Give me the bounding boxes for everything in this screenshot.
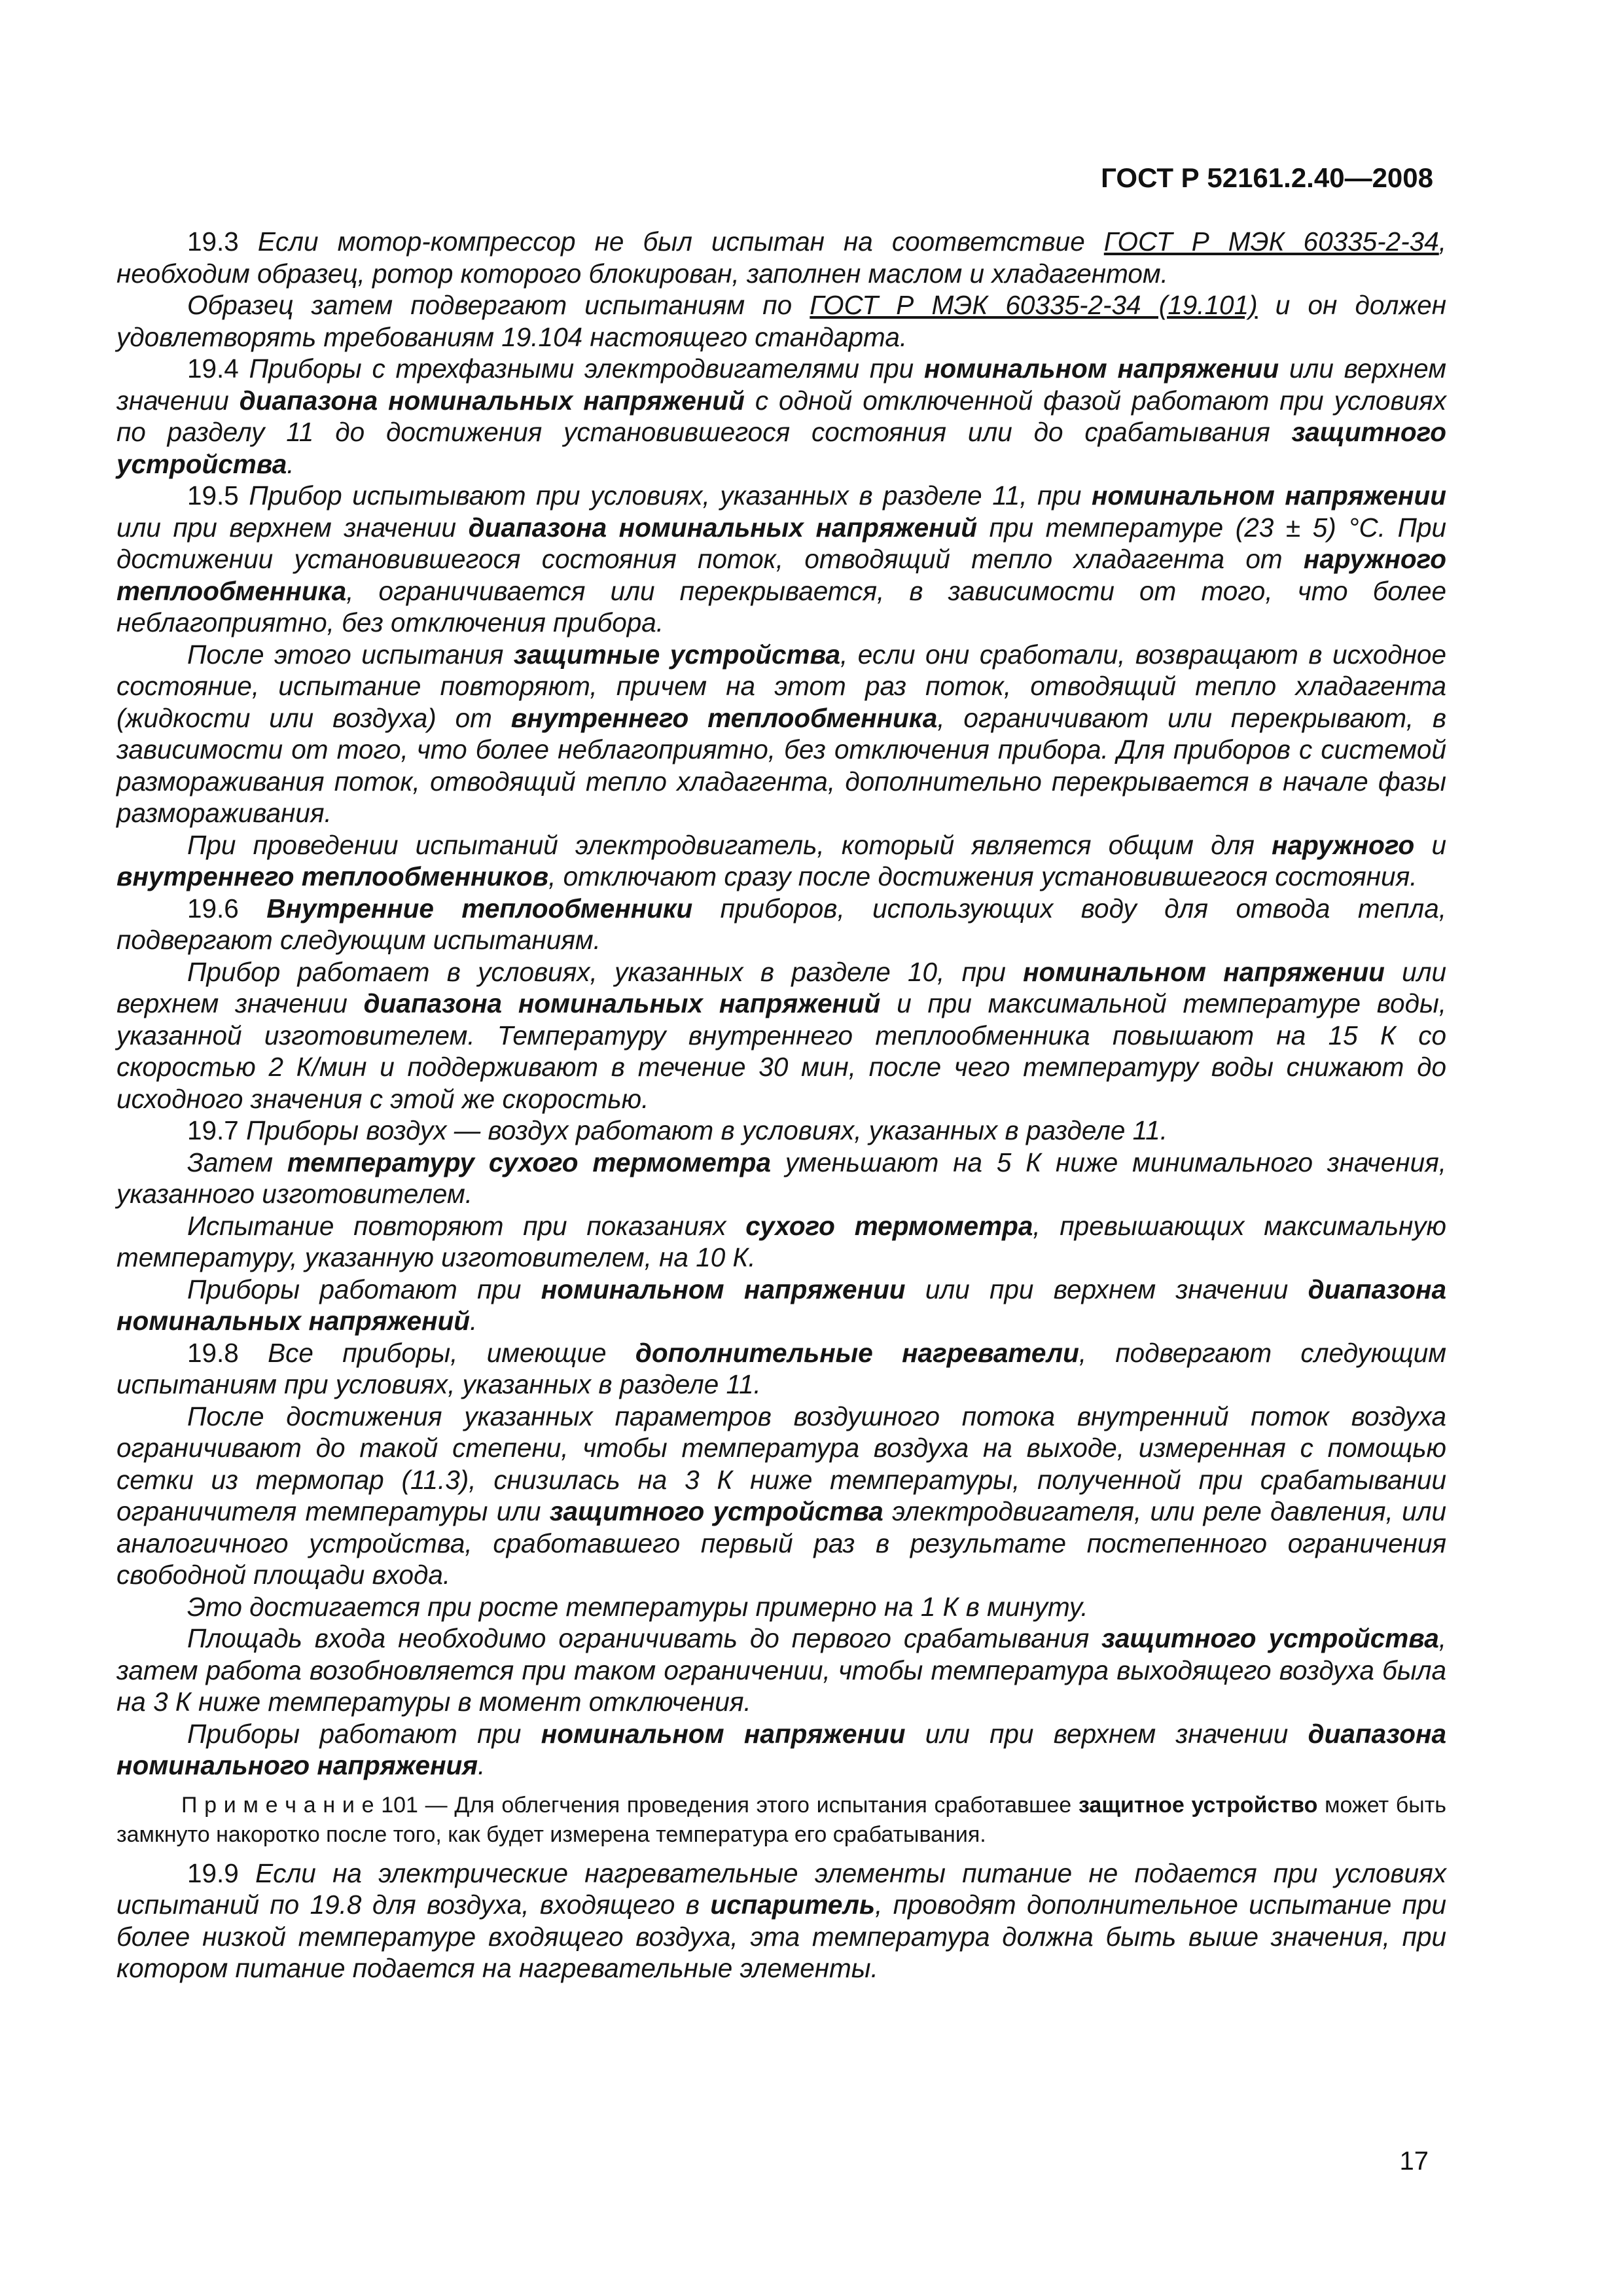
paragraph xyxy=(116,1401,1446,1591)
text-run: или при верхнем значении xyxy=(905,1718,1308,1749)
text-run: или верхнем значении xyxy=(116,353,1447,416)
text-run: , ограничивают или перекрывают, в зависимости от того, что более неблагоприятно, без отключения прибора. Для приборов с системой размораживания поток, отводящий тепло хладагента, дополнительно перекрывается в начале фазы размораживания. xyxy=(116,702,1446,828)
text-run: или при верхнем значении xyxy=(905,1274,1308,1304)
text-run: При проведении испытаний электродвигатель, который является общим для xyxy=(187,829,1272,860)
defined-term: испаритель xyxy=(710,1890,876,1920)
text-run: Приборы работают при xyxy=(187,1274,541,1304)
page-number: 17 xyxy=(1399,2147,1429,2176)
standard-reference-link: ГОСТ Р МЭК 60335-2-34 xyxy=(1103,226,1439,257)
text-run: уменьшают на 5 К ниже минимального значения, указанного изготовителем. xyxy=(116,1147,1446,1209)
text-run: , затем работа возобновляется при таком ограничении, чтобы температура выходящего воздуха была на 3 К ниже температуры в момент отключения. xyxy=(116,1623,1446,1717)
defined-term: диапазона номинальных напряжений xyxy=(468,512,978,543)
defined-term: дополнительные нагреватели xyxy=(635,1337,1079,1368)
text-run: Образец затем подвергают испытаниям по xyxy=(187,290,810,320)
defined-term: защитные устройства xyxy=(513,639,841,670)
text-run: Приборы воздух — воздух работают в условиях, указанных в разделе 11. xyxy=(238,1115,1168,1145)
defined-term: номинальном напряжении xyxy=(923,353,1279,384)
clause-number: 19.9 xyxy=(187,1857,239,1888)
text-run: Испытание повторяют при показаниях xyxy=(187,1210,746,1241)
body-paragraphs xyxy=(116,226,1446,1782)
paragraph xyxy=(116,353,1446,480)
clause-number: 19.7 xyxy=(187,1115,239,1145)
text-run: Если мотор-компрессор не был испытан на соответствие xyxy=(238,226,1104,257)
text-run: Приборы с трехфазными электродвигателями при xyxy=(238,353,924,384)
paragraph xyxy=(116,1591,1446,1623)
text-run: Затем xyxy=(187,1147,287,1177)
text-run: Это достигается при росте температуры примерно на 1 К в минуту. xyxy=(187,1591,1088,1622)
paragraph xyxy=(116,1337,1446,1401)
defined-term: защитного устройства xyxy=(116,417,1446,479)
paragraph xyxy=(116,956,1446,1115)
defined-term: номинальном напряжении xyxy=(541,1718,906,1749)
paragraph xyxy=(116,480,1446,639)
text-run: Прибор работает в условиях, указанных в разделе 10, при xyxy=(187,956,1024,987)
defined-term: диапазона номинальных напряжений xyxy=(116,1274,1446,1336)
defined-term: наружного xyxy=(1272,829,1415,860)
standard-reference-link: ГОСТ Р МЭК 60335-2-34 (19.101) xyxy=(810,290,1258,320)
text-run: П р и м е ч а н и е 101 — Для облегчения проведения этого испытания сработавшее xyxy=(181,1792,1079,1818)
text-run: Все приборы, имеющие xyxy=(238,1337,635,1368)
defined-term: сухого термометра xyxy=(745,1210,1033,1241)
paragraph xyxy=(116,1857,1446,1984)
text-run: . xyxy=(287,448,294,479)
text-run: После этого испытания xyxy=(187,639,514,670)
text-run: , ограничивается или перекрывается, в зависимости от того, что более неблагоприятно, без отключения прибора. xyxy=(116,575,1446,637)
clause-number: 19.8 xyxy=(187,1337,239,1368)
defined-term: диапазона номинального напряжения xyxy=(116,1718,1446,1780)
text-run: , если они сработали, возвращают в исходное состояние, испытание повторяют, причем на этот раз поток, отводящий тепло хладагента (жидкости или воздуха) от xyxy=(116,639,1446,733)
text-run: , необходим образец, ротор которого блокирован, заполнен маслом и хладагентом. xyxy=(116,226,1446,289)
defined-term: внутреннего теплообменника xyxy=(510,702,938,733)
text-run: Прибор испытывают при условиях, указанных в разделе 11, при xyxy=(238,480,1092,511)
defined-term: диапазона номинальных напряжений xyxy=(239,385,745,416)
text-run: , подвергают следующим испытаниям при условиях, указанных в разделе 11. xyxy=(116,1337,1446,1399)
clause-number: 19.4 xyxy=(187,353,239,384)
text-run: может быть замкнуто накоротко после того, как будет измерена температура его срабатывания. xyxy=(116,1792,1446,1847)
paragraph xyxy=(116,1623,1446,1718)
text-run: и xyxy=(1414,829,1446,860)
text-run: . xyxy=(478,1750,486,1780)
text-run: , превышающих максимальную температуру, указанную изготовителем, на 10 К. xyxy=(116,1210,1446,1272)
paragraph xyxy=(116,829,1446,893)
defined-term: защитное устройство xyxy=(1078,1792,1318,1818)
text-run: при температуре (23 ± 5) °C. При достижении установившегося состояния поток, отводящий тепло хладагента от xyxy=(116,512,1446,574)
paragraph xyxy=(116,1115,1446,1147)
final-paragraphs xyxy=(116,1857,1446,1984)
document-body xyxy=(116,226,1446,1984)
text-run: или при верхнем значении xyxy=(116,512,469,543)
defined-term: защитного устройства xyxy=(549,1496,883,1526)
defined-term: номинальном напряжении xyxy=(1023,956,1385,987)
text-run: или верхнем значении xyxy=(116,956,1446,1018)
text-run: , отключают сразу после достижения установившегося состояния. xyxy=(548,861,1418,891)
paragraph xyxy=(116,1718,1446,1782)
document-header: ГОСТ Р 52161.2.40—2008 xyxy=(1101,162,1433,193)
paragraph xyxy=(116,1147,1446,1210)
clause-number: 19.5 xyxy=(187,480,239,511)
paragraph xyxy=(116,893,1446,956)
text-run: . xyxy=(470,1306,478,1336)
defined-term: номинальном напряжении xyxy=(541,1274,906,1304)
text-run: , проводят дополнительное испытание при более низкой температуре входящего воздуха, эта температура должна быть выше значения, при котором питание подается на нагревательные элементы. xyxy=(116,1890,1446,1983)
paragraph xyxy=(116,1210,1446,1274)
defined-term: температуру сухого термометра xyxy=(287,1147,772,1177)
text-run: и он должен удовлетворять требованиям 19.104 настоящего стандарта. xyxy=(116,290,1447,352)
text-run: Площадь входа необходимо ограничивать до первого срабатывания xyxy=(187,1623,1102,1653)
text-run: электродвигателя, или реле давления, или аналогичного устройства, сработавшего первый раз в результате постепенного ограничения свободной площади входа. xyxy=(116,1496,1446,1590)
text-run: приборов, использующих воду для отвода тепла, подвергают следующим испытаниям. xyxy=(116,893,1446,955)
text-run: Если на электрические нагревательные элементы питание не подается при условиях испытаний по 19.8 для воздуха, входящего в xyxy=(116,1857,1446,1920)
text-run xyxy=(239,893,266,924)
paragraph xyxy=(116,226,1446,289)
defined-term: Внутренние теплообменники xyxy=(266,893,693,924)
note-101 xyxy=(116,1791,1446,1850)
text-run: и при максимальной температуре воды, указанной изготовителем. Температуру внутреннего теплообменника повышают на 15 К со скоростью 2 К/мин и поддерживают в течение 30 мин, после чего температуру воды снижают до исходного значения с этой же скоростью. xyxy=(116,988,1447,1114)
text-run: с одной отключенной фазой работают при условиях по разделу 11 до достижения установившегося состояния или до срабатывания xyxy=(116,385,1447,447)
paragraph xyxy=(116,289,1446,353)
clause-number: 19.6 xyxy=(187,893,239,924)
defined-term: наружного теплообменника xyxy=(116,544,1446,606)
text-run: После достижения указанных параметров воздушного потока внутренний поток воздуха ограничивают до такой степени, чтобы температура воздуха на выходе, измеренная с помощью сетки из термопар (11.3), снизилась на 3 К ниже температуры, полученной при срабатывании ограничителя температуры или xyxy=(116,1401,1446,1526)
defined-term: внутреннего теплообменников xyxy=(116,861,549,891)
defined-term: диапазона номинальных напряжений xyxy=(363,988,881,1018)
paragraph xyxy=(116,639,1446,829)
defined-term: защитного устройства xyxy=(1101,1623,1439,1653)
text-run: Приборы работают при xyxy=(187,1718,541,1749)
clause-number: 19.3 xyxy=(187,226,239,257)
defined-term: номинальном напряжении xyxy=(1092,480,1446,511)
paragraph xyxy=(116,1274,1446,1337)
